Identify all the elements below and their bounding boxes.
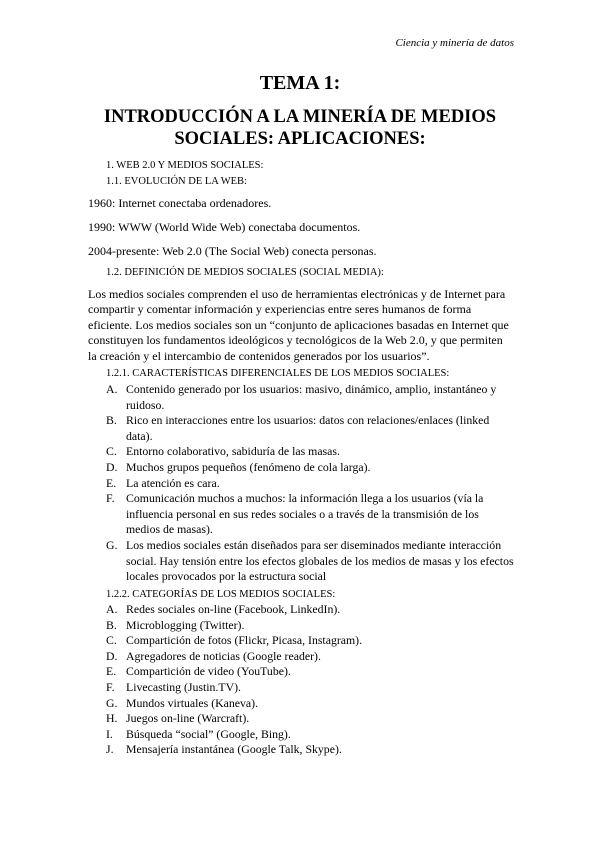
list-item <box>106 618 514 634</box>
list-item-text: Contenido generado por los usuarios: masivo, dinámico, amplio, instantáneo y ruidoso. <box>126 382 497 412</box>
list-marker: C. <box>106 633 117 648</box>
list-marker: F. <box>106 491 115 506</box>
document-subtitle <box>0 106 600 150</box>
list-item-text: Los medios sociales están diseñados para ser diseminados mediante interacción social. Hay tensión entre los efectos globales de los medios de masas y los efectos locales provocados por la estructura social <box>126 537 514 584</box>
social-media-definition: Los medios sociales comprenden el uso de herramientas electrónicas y de Internet para compartir y comentar información y experiencias entre seres humanos de forma eficiente. Los medios sociales son un “conjunto de aplicaciones basadas en Internet que constituyen los fundamentos ideológicos y tecnológicos de la Web 2.0, y que permiten la creación y el intercambio de contenidos generados por los usuarios”. <box>88 287 509 363</box>
list-item <box>106 696 514 712</box>
list-item-text: Comunicación muchos a muchos: la información llega a los usuarios (vía la influencia personal en sus redes sociales o a través de la transmisión de los medios de masas). <box>126 491 484 537</box>
list-marker: F. <box>106 679 115 694</box>
list-item-text: Livecasting (Justin.TV). <box>126 679 241 694</box>
list-marker: I. <box>106 726 113 741</box>
list-marker: E. <box>106 475 117 490</box>
list-marker: E. <box>106 664 117 679</box>
list-item <box>106 680 514 696</box>
list-item-text: La atención es cara. <box>126 475 220 490</box>
section-1-heading: 1. WEB 2.0 Y MEDIOS SOCIALES: <box>106 160 264 171</box>
running-header: Ciencia y minería de datos <box>395 37 514 49</box>
list-marker: B. <box>106 617 117 632</box>
list-marker: A. <box>106 602 118 616</box>
list-item-text: Microblogging (Twitter). <box>126 617 245 632</box>
list-marker: G. <box>106 537 118 552</box>
list-marker: D. <box>106 459 118 474</box>
list-item <box>106 633 514 649</box>
list-item <box>106 476 514 492</box>
list-item-text: Juegos on-line (Warcraft). <box>126 711 250 726</box>
web-evolution-line-3: 2004-presente: Web 2.0 (The Social Web) conecta personas. <box>88 244 377 258</box>
web-evolution-line-1: 1960: Internet conectaba ordenadores. <box>88 196 272 210</box>
list-item-text: Compartición de video (YouTube). <box>126 664 291 679</box>
subtitle-line-2: SOCIALES: APLICACIONES: <box>174 129 426 149</box>
list-item-text: Mensajería instantánea (Google Talk, Skype). <box>126 742 342 757</box>
list-item <box>106 711 514 727</box>
list-marker: C. <box>106 444 117 459</box>
list-marker: D. <box>106 648 118 663</box>
list-item-text: Mundos virtuales (Kaneva). <box>126 695 259 710</box>
list-marker: B. <box>106 413 117 428</box>
list-item <box>106 444 514 460</box>
characteristics-list <box>106 382 514 585</box>
list-item <box>106 382 514 413</box>
list-item <box>106 727 514 743</box>
list-item <box>106 664 514 680</box>
section-1-2-1-heading: 1.2.1. CARACTERÍSTICAS DIFERENCIALES DE LOS MEDIOS SOCIALES: <box>106 368 450 379</box>
list-item-text: Entorno colaborativo, sabiduría de las masas. <box>126 444 340 459</box>
list-item <box>106 413 514 444</box>
list-marker: A. <box>106 382 118 396</box>
list-item-text: Redes sociales on-line (Facebook, LinkedIn). <box>126 602 341 616</box>
section-1-2-heading: 1.2. DEFINICIÓN DE MEDIOS SOCIALES (SOCIAL MEDIA): <box>106 267 384 278</box>
list-item <box>106 602 514 618</box>
list-item-text: Rico en interacciones entre los usuarios: datos con relaciones/enlaces (linked data). <box>126 413 490 443</box>
list-item <box>106 491 514 538</box>
web-evolution-line-2: 1990: WWW (World Wide Web) conectaba documentos. <box>88 220 361 234</box>
list-item-text: Agregadores de noticias (Google reader). <box>126 648 321 663</box>
list-item <box>106 742 514 758</box>
list-item <box>106 460 514 476</box>
categories-list <box>106 602 514 758</box>
list-item-text: Muchos grupos pequeños (fenómeno de cola larga). <box>126 459 371 474</box>
section-1-2-2-heading: 1.2.2. CATEGORÍAS DE LOS MEDIOS SOCIALES: <box>106 589 336 600</box>
list-item <box>106 649 514 665</box>
subtitle-line-1: INTRODUCCIÓN A LA MINERÍA DE MEDIOS <box>103 107 497 127</box>
list-marker: G. <box>106 695 118 710</box>
document-title: TEMA 1: <box>259 72 341 94</box>
list-item <box>106 538 514 585</box>
section-1-1-heading: 1.1. EVOLUCIÓN DE LA WEB: <box>106 176 247 187</box>
list-item-text: Compartición de fotos (Flickr, Picasa, Instagram). <box>126 633 363 648</box>
list-item-text: Búsqueda “social” (Google, Bing). <box>126 726 291 741</box>
list-marker: H. <box>106 711 118 726</box>
list-marker: J. <box>106 742 114 757</box>
